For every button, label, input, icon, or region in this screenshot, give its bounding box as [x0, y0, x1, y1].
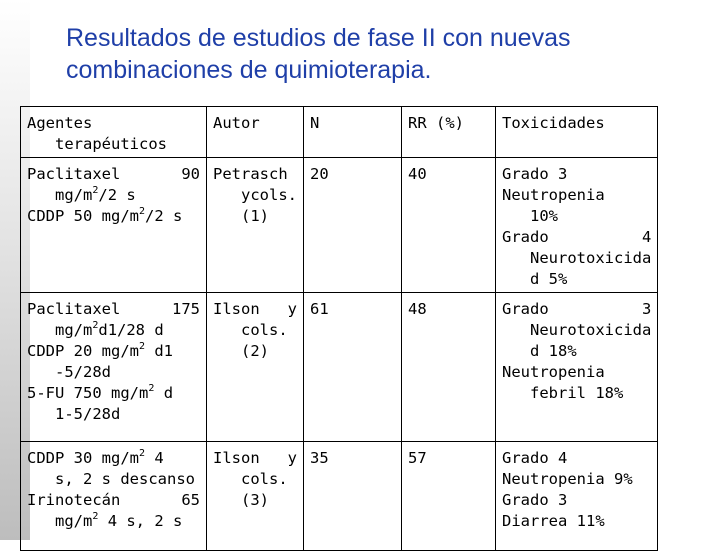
- text-part: Grado: [502, 228, 549, 246]
- table-row: [21, 158, 658, 293]
- title-line-1: Resultados de estudios de fase II con nuevas: [66, 24, 571, 52]
- cell-line: [27, 341, 200, 362]
- text-part: 5-FU 750 mg/m: [27, 384, 149, 402]
- text-part: y: [287, 449, 297, 467]
- superscript: 2: [92, 185, 99, 196]
- text-part: d1/28 d: [98, 321, 164, 339]
- header-agentes: [21, 107, 207, 158]
- cell-n: 20: [304, 158, 402, 293]
- cell-line: Grado 4: [502, 449, 568, 467]
- cell-line: Neutropenia 9%: [502, 470, 633, 488]
- superscript: 2: [138, 206, 146, 217]
- text-part: Paclitaxel: [27, 165, 121, 183]
- cell-line: febril 18%: [530, 384, 624, 402]
- text-part: y: [287, 300, 297, 318]
- cell-line: -5/28d: [55, 363, 111, 381]
- cell-line: [502, 227, 651, 248]
- cell-autor: [207, 158, 304, 293]
- cell-agentes: [21, 293, 207, 442]
- cell-line: Diarrea 11%: [502, 512, 605, 530]
- cell-line: [27, 320, 200, 341]
- table-row: [21, 442, 658, 551]
- cell-line: Neutropenia: [502, 363, 605, 381]
- cell-agentes: [21, 158, 207, 293]
- text-part: Ilson: [213, 300, 260, 318]
- text-part: CDDP 30 mg/m: [27, 449, 139, 467]
- superscript: 2: [148, 383, 155, 394]
- cell-line: [213, 448, 297, 469]
- text-part: mg/m: [55, 186, 93, 204]
- text-part: d1: [145, 342, 174, 360]
- cell-line: Neutropenia: [502, 186, 605, 204]
- superscript: 2: [92, 511, 99, 522]
- cell-line: [27, 185, 200, 206]
- text-part: 4 s, 2 s: [98, 512, 183, 530]
- slide-title: [66, 22, 706, 86]
- cell-line: Petrasch: [213, 165, 288, 183]
- cell-toxicidades: [496, 442, 658, 551]
- header-toxicidades: Toxicidades: [496, 107, 658, 158]
- cell-line: ycols.: [241, 186, 297, 204]
- cell-line: (1): [241, 207, 269, 225]
- cell-line: (3): [241, 491, 269, 509]
- results-table: [20, 106, 658, 551]
- cell-toxicidades: [496, 293, 658, 442]
- text-part: CDDP 50 mg/m: [27, 207, 139, 225]
- header-agentes-line: Agentes: [27, 114, 93, 132]
- text-part: 175: [172, 300, 200, 318]
- cell-line: [27, 164, 200, 185]
- cell-line: [27, 299, 200, 320]
- cell-line: (2): [241, 342, 269, 360]
- title-line-2: combinaciones de quimioterapia.: [66, 56, 432, 84]
- cell-line: Neurotoxicida: [530, 249, 652, 267]
- text-part: /2 s: [98, 186, 136, 204]
- text-part: 90: [181, 165, 200, 183]
- cell-autor: [207, 442, 304, 551]
- text-part: 4: [145, 449, 164, 467]
- cell-line: Grado 3: [502, 165, 568, 183]
- cell-n: 61: [304, 293, 402, 442]
- text-part: CDDP 20 mg/m: [27, 342, 139, 360]
- cell-rr: 40: [402, 158, 496, 293]
- text-part: mg/m: [55, 321, 93, 339]
- cell-line: [27, 448, 200, 469]
- cell-toxicidades: [496, 158, 658, 293]
- cell-line: [27, 490, 200, 511]
- header-n: N: [304, 107, 402, 158]
- cell-n: 35: [304, 442, 402, 551]
- text-part: d: [154, 384, 174, 402]
- cell-line: [27, 383, 200, 404]
- text-part: Paclitaxel: [27, 300, 121, 318]
- superscript: 2: [138, 341, 146, 352]
- cell-line: s, 2 s descanso: [55, 470, 195, 488]
- text-part: 65: [181, 491, 200, 509]
- cell-rr: 48: [402, 293, 496, 442]
- cell-line: Neurotoxicida: [530, 321, 652, 339]
- superscript: 2: [92, 320, 99, 331]
- text-part: Ilson: [213, 449, 260, 467]
- cell-line: 1-5/28d: [55, 405, 121, 423]
- cell-line: 10%: [530, 207, 558, 225]
- cell-line: d 18%: [530, 342, 577, 360]
- header-rr: RR (%): [402, 107, 496, 158]
- text-part: mg/m: [55, 512, 93, 530]
- cell-rr: 57: [402, 442, 496, 551]
- cell-autor: [207, 293, 304, 442]
- cell-line: cols.: [241, 321, 288, 339]
- superscript: 2: [138, 448, 146, 459]
- cell-line: Grado 3: [502, 491, 568, 509]
- cell-line: [213, 299, 297, 320]
- table-row: [21, 293, 658, 442]
- cell-line: [502, 299, 651, 320]
- text-part: Grado: [502, 300, 549, 318]
- table-header-row: [21, 107, 658, 158]
- header-autor: Autor: [207, 107, 304, 158]
- text-part: 3: [641, 300, 652, 318]
- text-part: 4: [641, 228, 652, 246]
- header-agentes-line: terapéuticos: [55, 135, 167, 153]
- cell-line: [27, 511, 200, 532]
- cell-line: [27, 206, 200, 227]
- cell-agentes: [21, 442, 207, 551]
- cell-line: cols.: [241, 470, 288, 488]
- text-part: Irinotecán: [27, 491, 121, 509]
- text-part: /2 s: [145, 207, 183, 225]
- cell-line: d 5%: [530, 270, 568, 288]
